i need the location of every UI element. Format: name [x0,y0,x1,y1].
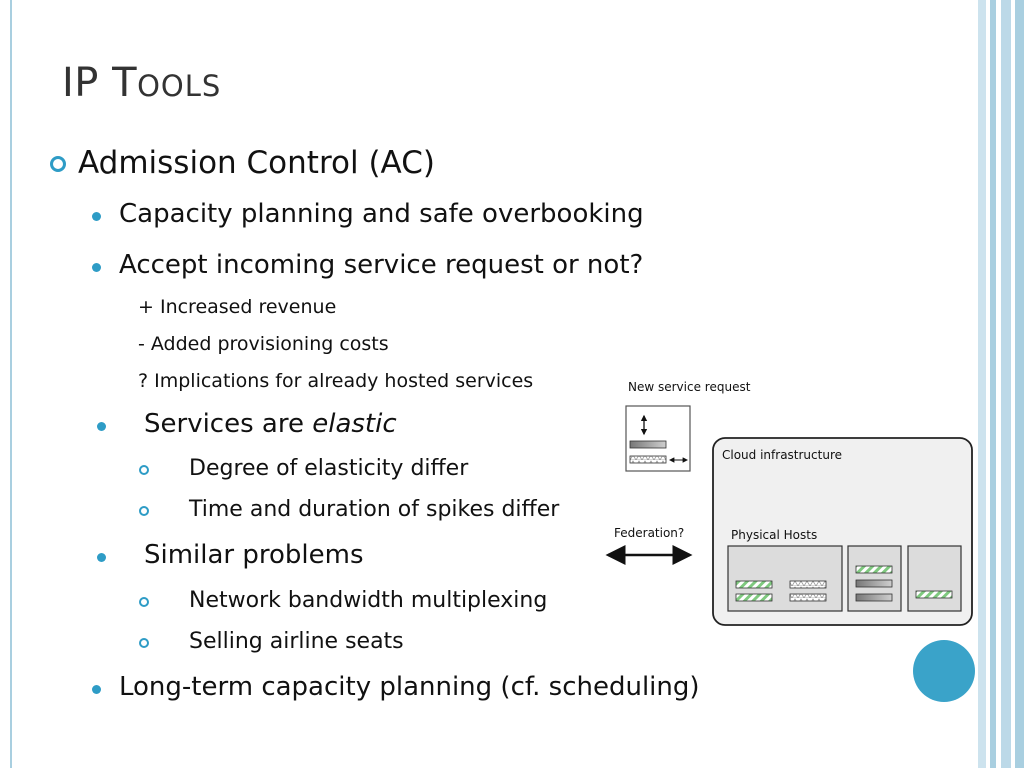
sub-degree-elasticity: Degree of elasticity differ [189,456,469,481]
note-implications: ? Implications for already hosted services [138,370,534,392]
frame-stripe [1015,0,1024,768]
bullet-services-elastic: Services are elastic [144,409,397,439]
sub-network-bandwidth: Network bandwidth multiplexing [189,588,548,613]
bullet-ring-icon [139,506,149,516]
physical-hosts-label: Physical Hosts [731,528,818,542]
vm-grey-bar [790,581,826,588]
note-increased-revenue: + Increased revenue [138,296,337,318]
bullet-admission-control: Admission Control (AC) [78,145,435,181]
vm-green-bar [736,581,772,588]
physical-host-box [908,546,961,611]
decorative-circle [913,640,975,702]
vm-green-bar [856,566,892,573]
bullet-dot-icon [97,422,106,431]
bullet-ring-icon [50,156,66,172]
bullet-dot-icon [97,553,106,562]
frame-stripe [1001,0,1011,768]
bullet-long-term-planning: Long-term capacity planning (cf. scheduling) [119,672,700,702]
vm-green-bar [736,594,772,601]
vm-grey-bar [856,594,892,601]
vm-green-bar [916,591,952,598]
vm-grey-bar [856,580,892,587]
sub-spikes-differ: Time and duration of spikes differ [189,497,560,522]
bullet-dot-icon [92,263,101,272]
bullet-ring-icon [139,638,149,648]
vm-grey-bar [790,594,826,601]
bullet-ring-icon [139,597,149,607]
memory-demand-bar [630,456,666,463]
bullet-accept-request: Accept incoming service request or not? [119,250,644,280]
cloud-federation-diagram [600,370,980,635]
note-provisioning-costs: - Added provisioning costs [138,333,389,355]
bullet-dot-icon [92,212,101,221]
bullet-ring-icon [139,465,149,475]
new-service-request-label: New service request [628,380,751,394]
page-title: IP TOOLS [62,60,222,106]
sub-airline-seats: Selling airline seats [189,629,404,654]
cpu-demand-bar [630,441,666,448]
bullet-capacity-planning: Capacity planning and safe overbooking [119,199,644,229]
federation-label: Federation? [614,526,685,540]
cloud-infrastructure-label: Cloud infrastructure [722,448,842,462]
frame-left-line [10,0,12,768]
bullet-dot-icon [92,685,101,694]
bullet-similar-problems: Similar problems [144,540,364,570]
